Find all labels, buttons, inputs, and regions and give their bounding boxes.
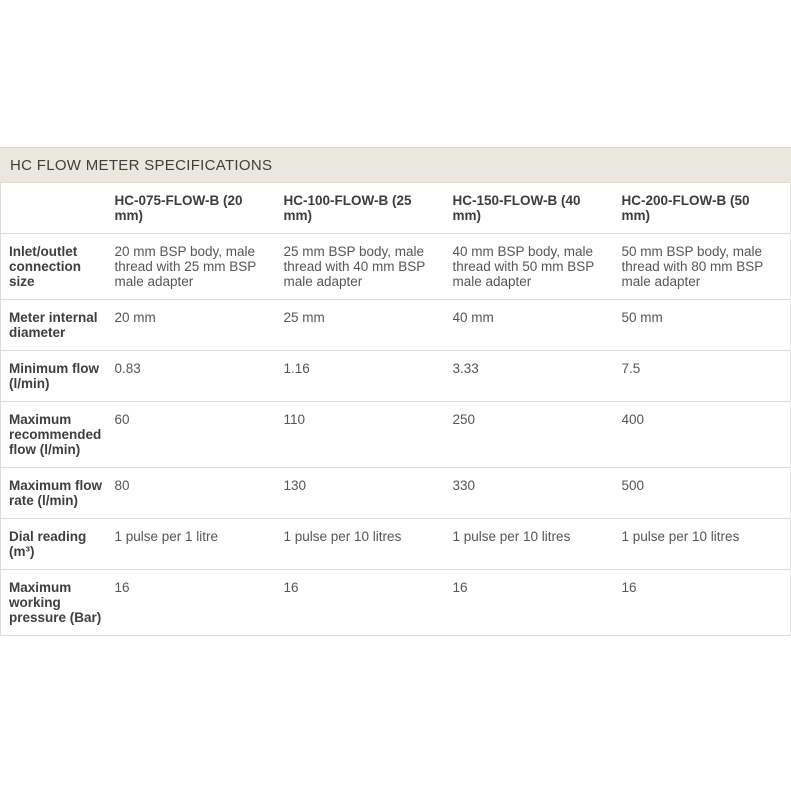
row-label: Inlet/outlet connection size bbox=[1, 234, 115, 300]
cell-value: 0.83 bbox=[115, 351, 284, 402]
cell-value: 130 bbox=[284, 468, 453, 519]
cell-value: 1 pulse per 10 litres bbox=[622, 519, 791, 570]
cell-value: 1 pulse per 10 litres bbox=[284, 519, 453, 570]
column-header: HC-150-FLOW-B (40 mm) bbox=[453, 183, 622, 234]
spec-section bbox=[0, 147, 791, 636]
cell-value: 3.33 bbox=[453, 351, 622, 402]
cell-value: 1.16 bbox=[284, 351, 453, 402]
cell-value: 16 bbox=[453, 570, 622, 636]
cell-value: 40 mm BSP body, male thread with 50 mm BSP male adapter bbox=[453, 234, 622, 300]
row-label: Maximum recommended flow (l/min) bbox=[1, 402, 115, 468]
table-row bbox=[1, 234, 791, 300]
column-header: HC-200-FLOW-B (50 mm) bbox=[622, 183, 791, 234]
cell-value: 400 bbox=[622, 402, 791, 468]
row-label: Minimum flow (l/min) bbox=[1, 351, 115, 402]
cell-value: 330 bbox=[453, 468, 622, 519]
cell-value: 16 bbox=[115, 570, 284, 636]
cell-value: 60 bbox=[115, 402, 284, 468]
row-label: Dial reading (m³) bbox=[1, 519, 115, 570]
table-row bbox=[1, 351, 791, 402]
column-header: HC-075-FLOW-B (20 mm) bbox=[115, 183, 284, 234]
table-row bbox=[1, 300, 791, 351]
cell-value: 1 pulse per 10 litres bbox=[453, 519, 622, 570]
cell-value: 25 mm bbox=[284, 300, 453, 351]
row-label: Meter internal diameter bbox=[1, 300, 115, 351]
header-empty-cell bbox=[1, 183, 115, 234]
table-row bbox=[1, 570, 791, 636]
header-row bbox=[1, 183, 791, 234]
cell-value: 40 mm bbox=[453, 300, 622, 351]
cell-value: 110 bbox=[284, 402, 453, 468]
table-row bbox=[1, 468, 791, 519]
row-label: Maximum flow rate (l/min) bbox=[1, 468, 115, 519]
cell-value: 50 mm bbox=[622, 300, 791, 351]
cell-value: 20 mm bbox=[115, 300, 284, 351]
section-title-bar bbox=[0, 147, 791, 183]
row-label: Maximum working pressure (Bar) bbox=[1, 570, 115, 636]
table-body bbox=[1, 234, 791, 636]
table-row bbox=[1, 519, 791, 570]
cell-value: 50 mm BSP body, male thread with 80 mm BSP male adapter bbox=[622, 234, 791, 300]
table-header bbox=[1, 183, 791, 234]
cell-value: 25 mm BSP body, male thread with 40 mm BSP male adapter bbox=[284, 234, 453, 300]
cell-value: 7.5 bbox=[622, 351, 791, 402]
cell-value: 80 bbox=[115, 468, 284, 519]
page-title: HC FLOW METER SPECIFICATIONS bbox=[10, 156, 273, 174]
table-row bbox=[1, 402, 791, 468]
cell-value: 20 mm BSP body, male thread with 25 mm BSP male adapter bbox=[115, 234, 284, 300]
cell-value: 1 pulse per 1 litre bbox=[115, 519, 284, 570]
spec-table bbox=[0, 183, 791, 636]
cell-value: 16 bbox=[622, 570, 791, 636]
cell-value: 500 bbox=[622, 468, 791, 519]
cell-value: 250 bbox=[453, 402, 622, 468]
cell-value: 16 bbox=[284, 570, 453, 636]
column-header: HC-100-FLOW-B (25 mm) bbox=[284, 183, 453, 234]
